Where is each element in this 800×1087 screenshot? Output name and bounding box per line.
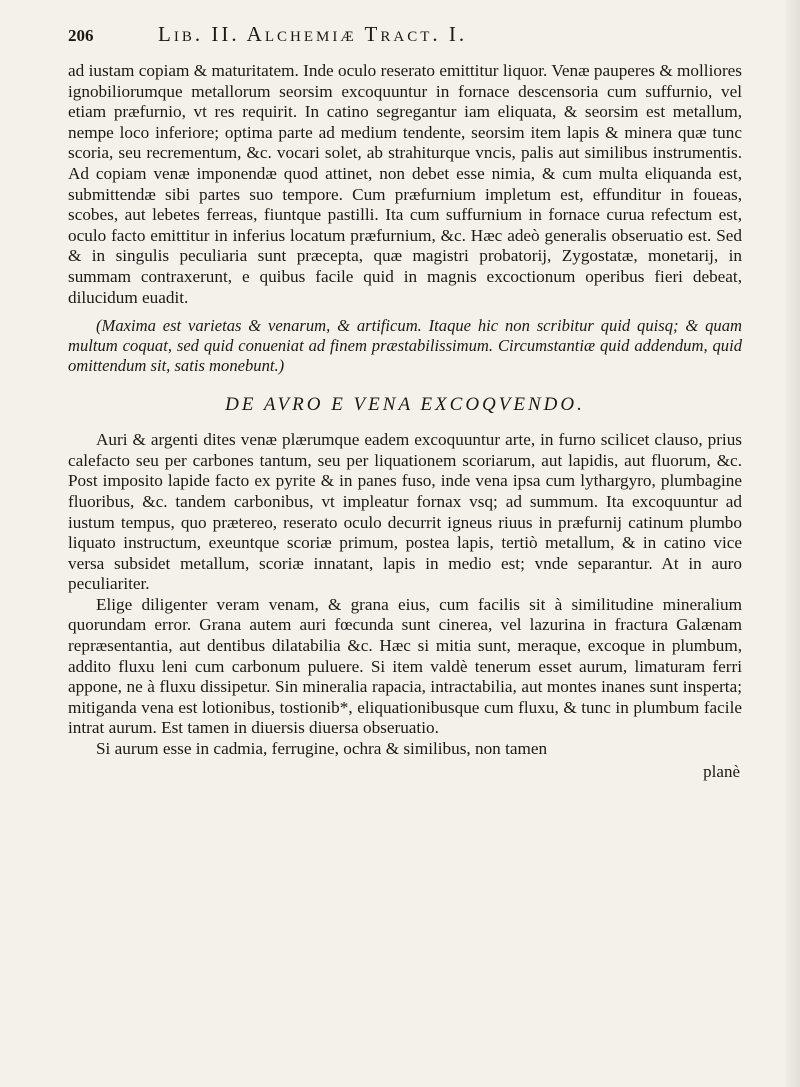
paragraph-choose-vein: Elige diligenter veram venam, & grana eius, cum facilis sit à similitudine mineralium quorundam error. Grana autem auri fœcunda sunt cinerea, vel lazurina in fractura Galænam repræsentantia, aut dentibus dilatabilia &c. Hæc si mitia sunt, meraque, excoque in plumbum, addito fluxu leni cum carbonum puluere. Si item valdè tenerum esset aurum, limaturam ferri appone, ne à fluxu dissipetur. Sin mineralia rapacia, intractabilia, aut montes inanes sunt insperta; mitiganda vena est lotionibus, tostionib*, eliquationibusque cum fluxu, & tunc in plumbum facile intrat aurum. Est tamen in diuersis diuersa obseruatio. xyxy=(68,594,742,738)
section-heading: DE AVRO E VENA EXCOQVENDO. xyxy=(225,394,585,416)
page-number: 206 xyxy=(68,26,94,45)
italic-note: (Maxima est varietas & venarum, & artificum. Itaque hic non scribitur quid quisq; & quam multum coquat, sed quid conueniat ad finem præstabilissimum. Circumstantiæ quid addendum, quid omittendum sit, satis monebunt.) xyxy=(68,316,742,376)
page-header xyxy=(68,22,742,47)
paragraph-cadmia: Si aurum esse in cadmia, ferrugine, ochra & similibus, non tamen xyxy=(96,739,548,759)
page-edge-shadow xyxy=(782,0,800,1087)
paragraph-gold-ore: Auri & argenti dites venæ plærumque eadem excoquuntur arte, in furno scilicet clauso, prius calefacto seu per carbones tantum, seu per liquationem scoriarum, aut lapidis, aut fluorum, &c. Post imposito lapide facto ex pyrite & in panes fuso, inde vena ipsa cum lythargyro, plumbagine fluoribus, &c. tandem carbonibus, vt impleatur fornax vsq; ad summum. Ita excoquuntur ad iustum tempus, quo prætereo, reserato oculo decurrit igneus riuus in præfurnij catinum plumbo liquato instructum, exeuntque scoriæ primum, postea lapis, tertiò metallum, & in catino vice versa subsidet metallum, scoriæ innatant, lapis in medio est; vnde separantur. At in auro peculiariter. xyxy=(68,430,742,594)
paragraph-continued: ad iustam copiam & maturitatem. Inde oculo reserato emittitur liquor. Venæ pauperes & molliores ignobiliorumque metallorum seorsim excoquuntur in fornace descensoria cum suffurnio, vel etiam præfurnio, vt res requirit. In catino segregantur iam eliquata, & seorsim est metallum, nempe loco inferiore; optima parte ad medium tendente, seorsim item lapis & minera quæ tunc scoria, seu recrementum, &c. vocari solet, ab strahiturque vncis, palis aut similibus instrumentis. Ad copiam venæ imponendæ quod attinet, non debet esse nimia, & cum multa eliquanda est, submittendæ sibi partes suo tempore. Cum præfurnium impletum est, effunditur in foueas, scobes, aut lebetes ferreas, fiuntque pastilli. Ita cum suffurnium in fornace curua refectum est, oculo facto emittitur in inferius locatum præfurnium, &c. Hæc adeò generalis obseruatio est. Sed & in singulis peculiaria sunt præcepta, quæ magistri probatorij, Zygostatæ, monetarij, in summam contraxerunt, e quibus facile quid in magnis excoctionum operibus fieri debeat, dilucidum euadit. xyxy=(68,61,742,307)
catchword: planè xyxy=(703,761,740,781)
running-head: Lib. II. Alchemiæ Tract. I. xyxy=(158,22,468,46)
